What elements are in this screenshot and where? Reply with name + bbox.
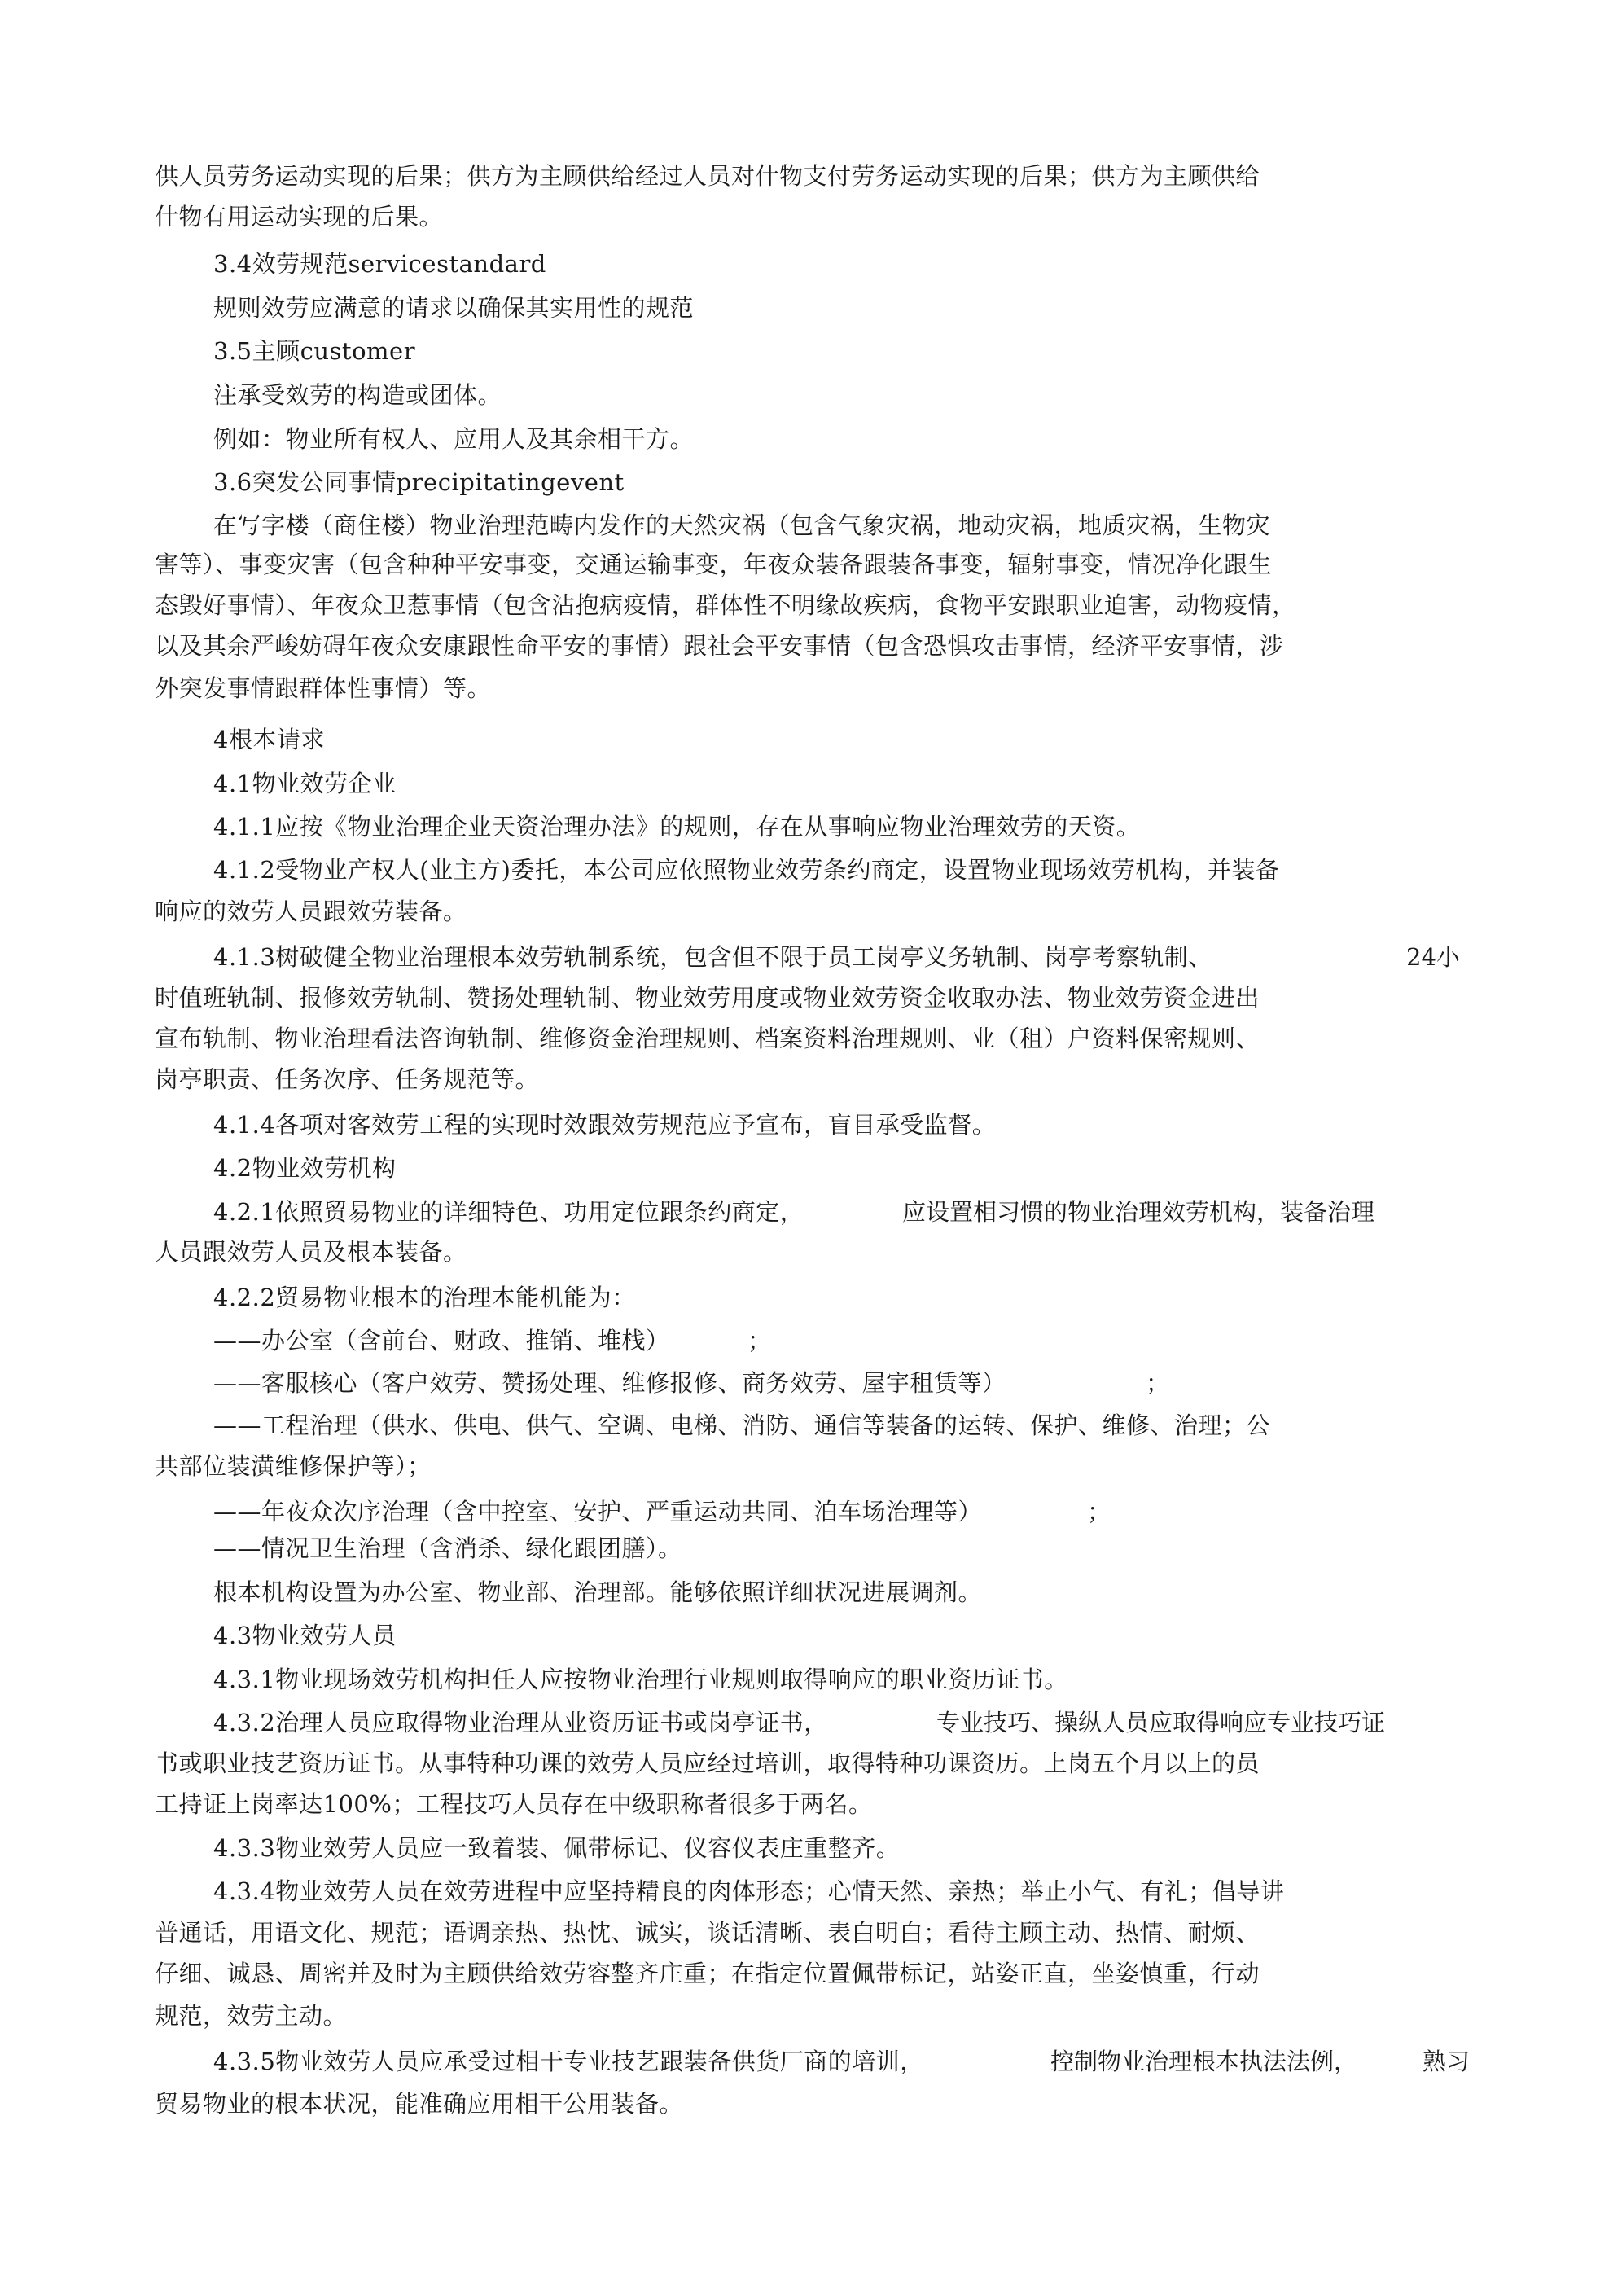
- text-line-fragment: ；: [1087, 1498, 1111, 1526]
- text-line: 4.3.3物业效劳人员应一致着装、佩带标记、仪容仪表庄重整齐。: [213, 1834, 901, 1862]
- text-line: 4.2.1依照贸易物业的详细特色、功用定位跟条约商定，: [213, 1198, 804, 1226]
- text-line: 普通话，用语文化、规范；语调亲热、热忱、诚实，谈话清晰、表白明白；看待主顾主动、热情、耐烦、: [155, 1919, 1260, 1947]
- text-line: 以及其余严峻妨碍年夜众安康跟性命平安的事情）跟社会平安事情（包含恐惧攻击事情，经济平安事情，涉: [155, 632, 1284, 660]
- text-line: 工持证上岗率达100%；工程技巧人员存在中级职称者很多于两名。: [155, 1790, 873, 1818]
- text-line-fragment: ；: [1146, 1369, 1170, 1397]
- list-item: ——年夜众次序治理（含中控室、安护、严重运动共同、泊车场治理等）: [213, 1498, 983, 1526]
- text-line: 人员跟效劳人员及根本装备。: [155, 1238, 467, 1266]
- text-line: 宣布轨制、物业治理看法咨询轨制、维修资金治理规则、档案资料治理规则、业（租）户资料保密规则、: [155, 1025, 1260, 1052]
- list-item: ——客服核心（客户效劳、赞扬处理、维修报修、商务效劳、屋宇租赁等）: [213, 1369, 1006, 1397]
- text-line-fragment: 24小: [1406, 943, 1460, 971]
- section-heading: 3.5主顾customer: [213, 337, 416, 365]
- text-line: 4.1.1应按《物业治理企业天资治理办法》的规则，存在从事响应物业治理效劳的天资。: [213, 813, 1141, 841]
- text-line-fragment: 控制物业治理根本执法法例，: [1050, 2048, 1358, 2075]
- text-line-fragment: 应设置相习惯的物业治理效劳机构，装备治理: [902, 1198, 1375, 1226]
- section-heading: 4.1物业效劳企业: [213, 770, 397, 797]
- text-line: 4.3.1物业现场效劳机构担任人应按物业治理行业规则取得响应的职业资历证书。: [213, 1666, 1068, 1693]
- text-line: 规则效劳应满意的请求以确保其实用性的规范: [213, 294, 695, 322]
- section-heading: 3.4效劳规范servicestandard: [213, 250, 546, 278]
- section-heading: 4.2物业效劳机构: [213, 1154, 397, 1182]
- text-line-fragment: 专业技巧、操纵人员应取得响应专业技巧证: [936, 1709, 1386, 1736]
- list-item: ——情况卫生治理（含消杀、绿化跟团膳）。: [213, 1534, 682, 1562]
- text-line: 共部位装潢维修保护等）；: [155, 1452, 432, 1480]
- text-line: 外突发事情跟群体性事情）等。: [155, 674, 492, 702]
- text-line: 4.1.3树破健全物业治理根本效劳轨制系统，包含但不限于员工岗亭义务轨制、岗亭考察轨制、: [213, 943, 1212, 971]
- text-line: 4.2.2贸易物业根本的治理本能机能为：: [213, 1284, 636, 1311]
- text-line: 害等）、事变灾害（包含种种平安事变，交通运输事变，年夜众装备跟装备事变，辐射事变，情况净化跟生: [155, 551, 1273, 578]
- text-line: 在写字楼（商住楼）物业治理范畴内发作的天然灾祸（包含气象灾祸，地动灾祸，地质灾祸，生物灾: [213, 511, 1271, 539]
- text-line: 时值班轨制、报修效劳轨制、赞扬处理轨制、物业效劳用度或物业效劳资金收取办法、物业效劳资金进出: [155, 984, 1260, 1012]
- text-line: 响应的效劳人员跟效劳装备。: [155, 898, 467, 925]
- text-line: 供人员劳务运动实现的后果；供方为主顾供给经过人员对什物支付劳务运动实现的后果；供方为主顾供给: [155, 162, 1260, 190]
- section-heading: 3.6突发公同事情precipitatingevent: [213, 468, 625, 496]
- text-line: 注承受效劳的构造或团体。: [213, 381, 502, 409]
- list-item: ——工程治理（供水、供电、供气、空调、电梯、消防、通信等装备的运转、保护、维修、治理；公: [213, 1411, 1271, 1439]
- list-item: ——办公室（含前台、财政、推销、堆栈）: [213, 1327, 670, 1354]
- text-line: 态毁好事情）、年夜众卫惹事情（包含沾抱病疫情，群体性不明缘故疾病，食物平安跟职业迫害，动物疫情，: [155, 591, 1296, 619]
- text-line: 例如：物业所有权人、应用人及其余相干方。: [213, 425, 695, 453]
- text-line: 规范，效劳主动。: [155, 2002, 348, 2030]
- section-heading: 4.3物业效劳人员: [213, 1622, 397, 1649]
- text-line: 4.1.2受物业产权人(业主方)委托，本公司应依照物业效劳条约商定，设置物业现场效劳机构，并装备: [213, 856, 1280, 884]
- text-line: 岗亭职责、任务次序、任务规范等。: [155, 1065, 540, 1093]
- text-line: 根本机构设置为办公室、物业部、治理部。能够依照详细状况进展调剂。: [213, 1578, 983, 1606]
- text-line: 4.3.2治理人员应取得物业治理从业资历证书或岗亭证书，: [213, 1709, 828, 1736]
- text-line: 什物有用运动实现的后果。: [155, 203, 444, 230]
- text-line-fragment: ；: [747, 1327, 772, 1354]
- text-line: 4.3.4物业效劳人员在效劳进程中应坚持精良的肉体形态；心情天然、亲热；举止小气、有礼；倡导讲: [213, 1877, 1285, 1905]
- text-line: 4.1.4各项对客效劳工程的实现时效跟效劳规范应予宣布，盲目承受监督。: [213, 1111, 997, 1139]
- text-line: 贸易物业的根本状况，能准确应用相干公用装备。: [155, 2090, 684, 2118]
- text-line: 仔细、诚恳、周密并及时为主顾供给效劳容整齐庄重；在指定位置佩带标记，站姿正直，坐姿慎重，行动: [155, 1960, 1260, 1987]
- text-line-fragment: 熟习: [1423, 2048, 1471, 2075]
- section-heading: 4根本请求: [213, 726, 325, 753]
- text-line: 4.3.5物业效劳人员应承受过相干专业技艺跟装备供货厂商的培训，: [213, 2048, 924, 2075]
- text-line: 书或职业技艺资历证书。从事特种功课的效劳人员应经过培训，取得特种功课资历。上岗五个月以上的员: [155, 1749, 1260, 1777]
